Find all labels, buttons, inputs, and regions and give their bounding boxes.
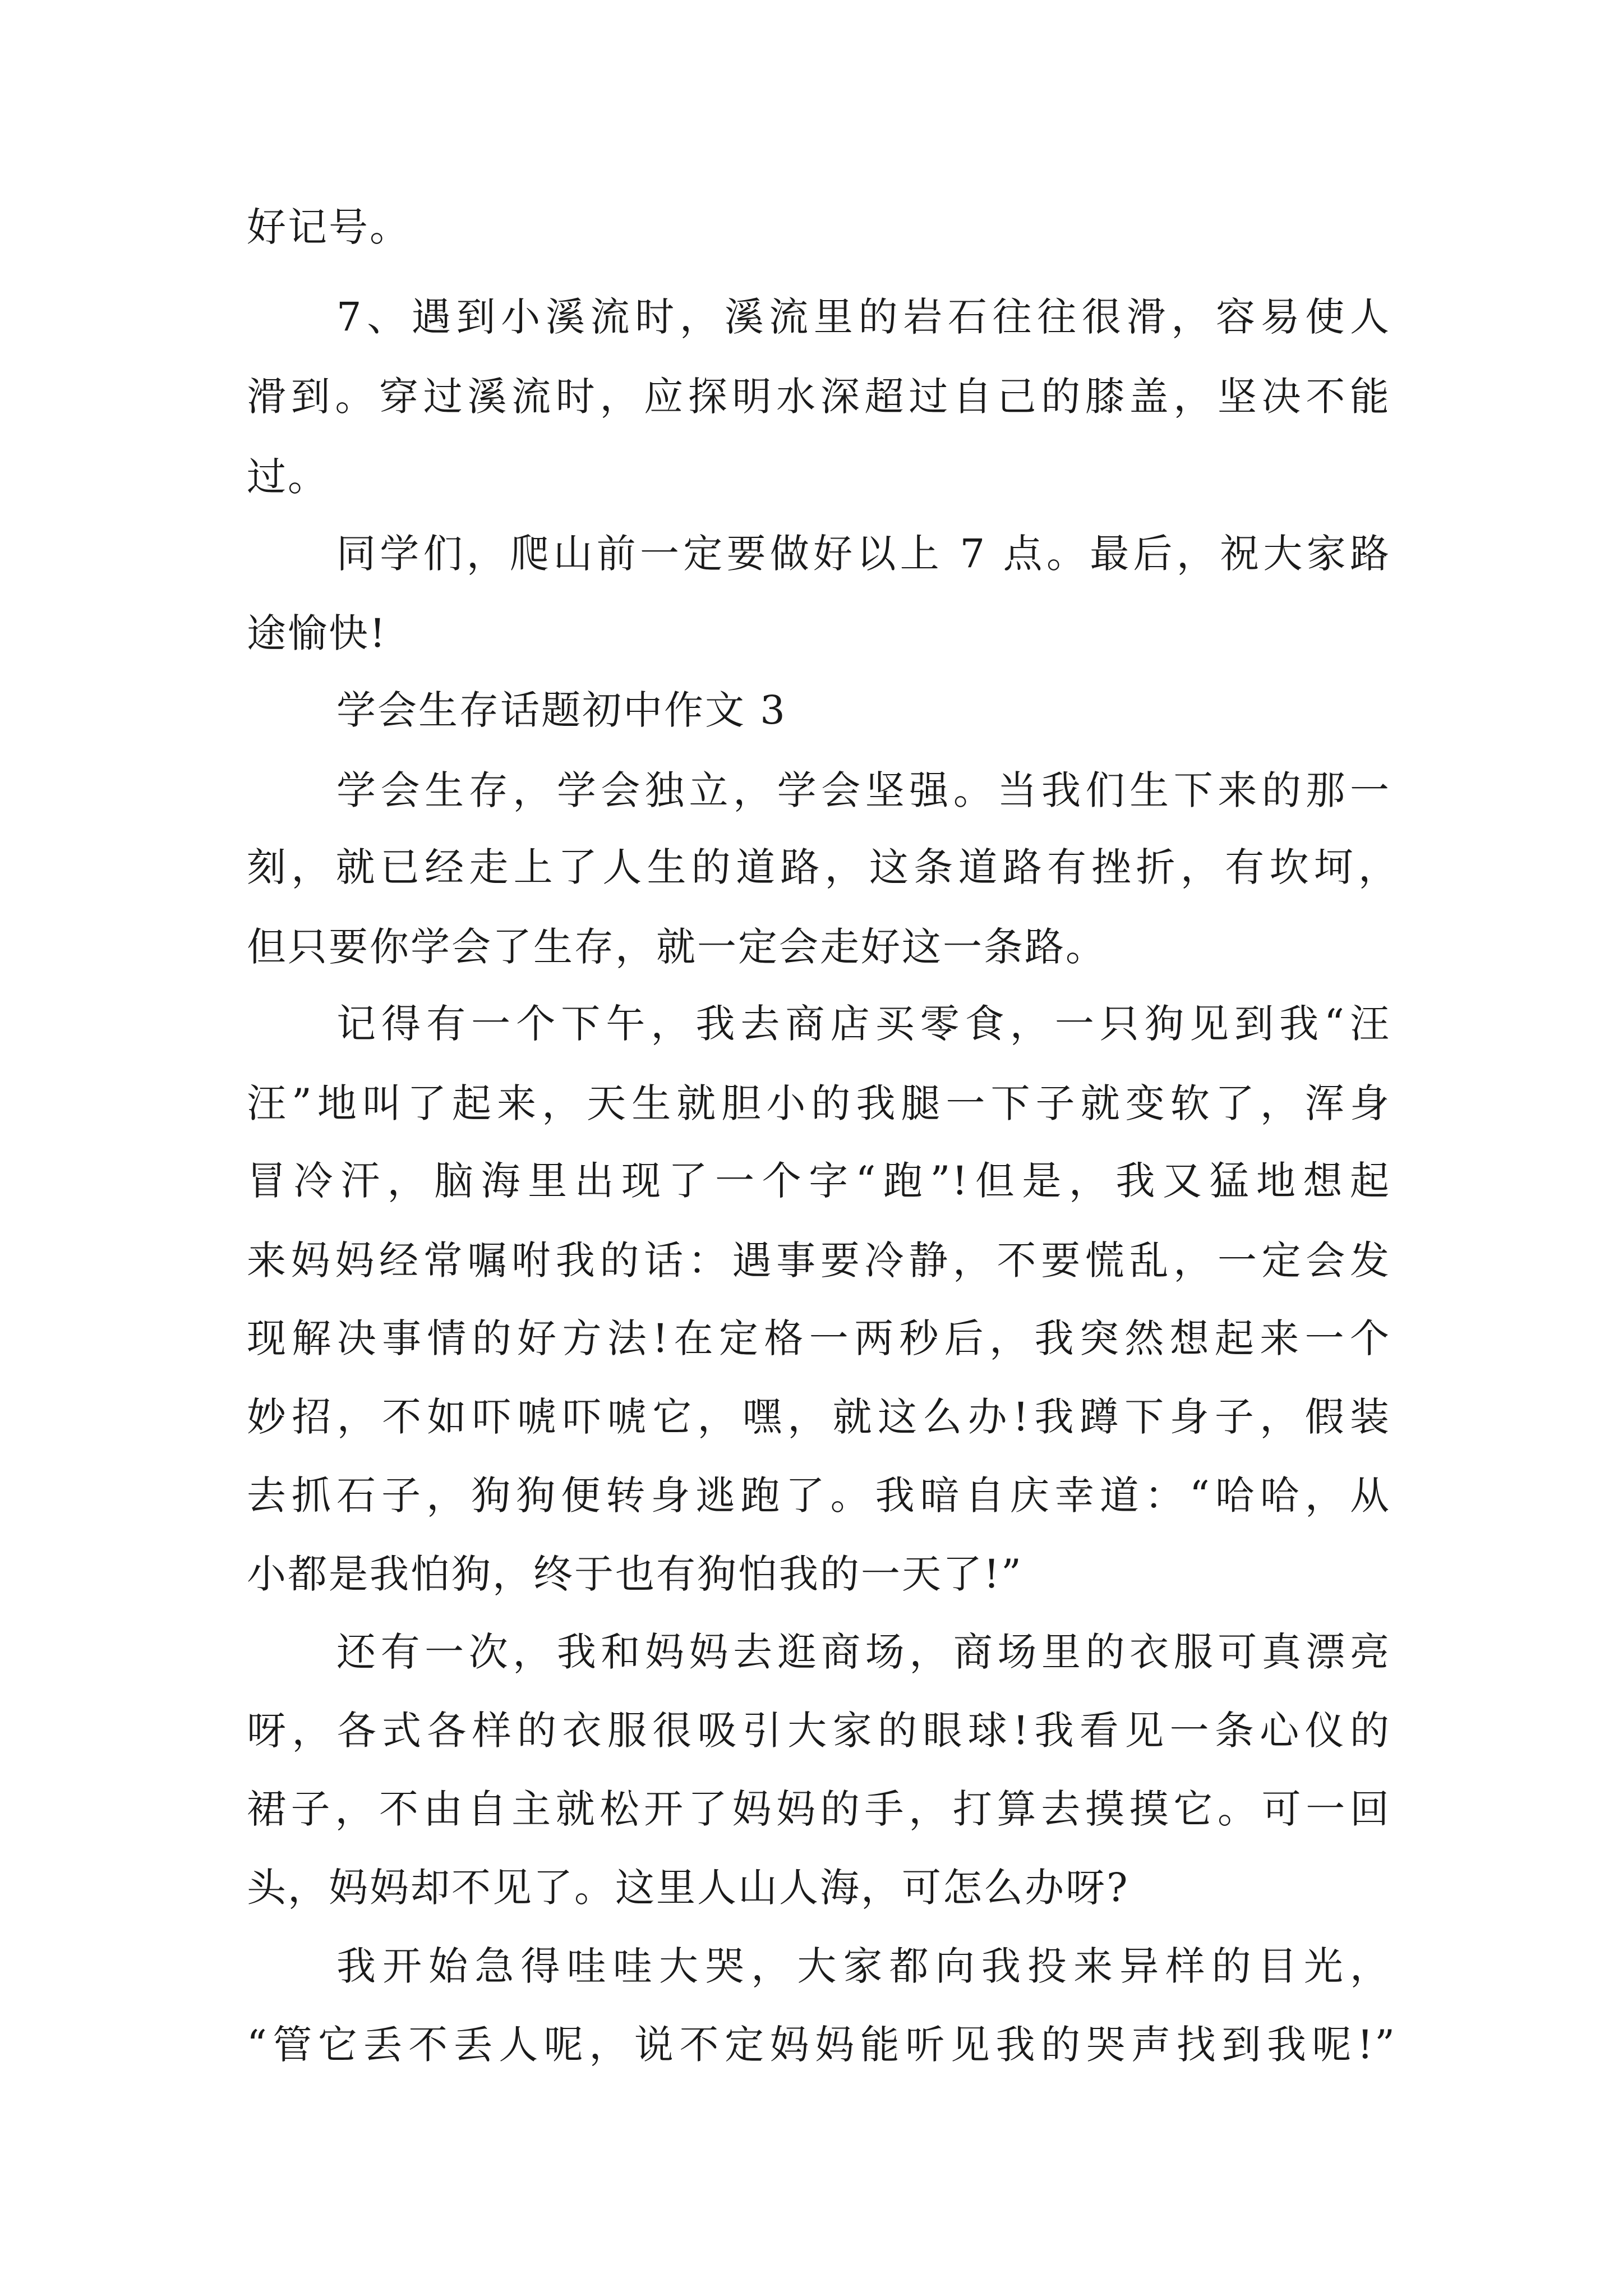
text-line-10: 但只要你学会了生存，就一定会走好这一条路。 [247, 924, 1106, 970]
text-line-12: 汪”地叫了起来，天生就胆小的我腿一下子就变软了，浑身 [247, 1080, 1391, 1126]
text-line-2: 7、遇到小溪流时，溪流里的岩石往往很滑，容易使人 [336, 294, 1391, 340]
text-line-23: 我开始急得哇哇大哭，大家都向我投来异样的目光， [336, 1943, 1391, 1989]
text-line-16: 妙招，不如吓唬吓唬它，嘿，就这么办!我蹲下身子，假装 [247, 1394, 1391, 1440]
text-line-17: 去抓石子，狗狗便转身逃跑了。我暗自庆幸道：“哈哈，从 [247, 1473, 1391, 1519]
text-line-9: 刻，就已经走上了人生的道路，这条道路有挫折，有坎坷， [247, 844, 1399, 890]
text-line-1: 好记号。 [247, 204, 411, 250]
text-line-15: 现解决事情的好方法!在定格一两秒后，我突然想起来一个 [247, 1315, 1391, 1361]
text-line-19: 还有一次，我和妈妈去逛商场，商场里的衣服可真漂亮 [336, 1629, 1391, 1675]
text-line-13: 冒冷汗，脑海里出现了一个字“跑”!但是，我又猛地想起 [247, 1158, 1391, 1204]
text-line-14: 来妈妈经常嘱咐我的话：遇事要冷静，不要慌乱，一定会发 [247, 1237, 1391, 1283]
text-line-8: 学会生存，学会独立，学会坚强。当我们生下来的那一 [336, 767, 1391, 813]
text-line-4: 过。 [247, 454, 329, 500]
text-line-18: 小都是我怕狗，终于也有狗怕我的一天了!” [247, 1551, 1023, 1597]
text-line-11: 记得有一个下午，我去商店买零食，一只狗见到我“汪 [336, 1001, 1391, 1047]
text-line-5: 同学们，爬山前一定要做好以上 7 点。最后，祝大家路 [336, 531, 1391, 577]
text-line-21: 裙子，不由自主就松开了妈妈的手，打算去摸摸它。可一回 [247, 1786, 1391, 1832]
text-line-20: 呀，各式各样的衣服很吸引大家的眼球!我看见一条心仪的 [247, 1708, 1391, 1754]
text-line-22: 头，妈妈却不见了。这里人山人海，可怎么办呀? [247, 1865, 1129, 1911]
text-line-6: 途愉快! [247, 610, 388, 656]
text-line-24: “管它丢不丢人呢，说不定妈妈能听见我的哭声找到我呢!” [247, 2022, 1396, 2068]
section-heading: 学会生存话题初中作文 3 [336, 687, 787, 733]
text-line-3: 滑到。穿过溪流时，应探明水深超过自己的膝盖，坚决不能 [247, 374, 1391, 420]
